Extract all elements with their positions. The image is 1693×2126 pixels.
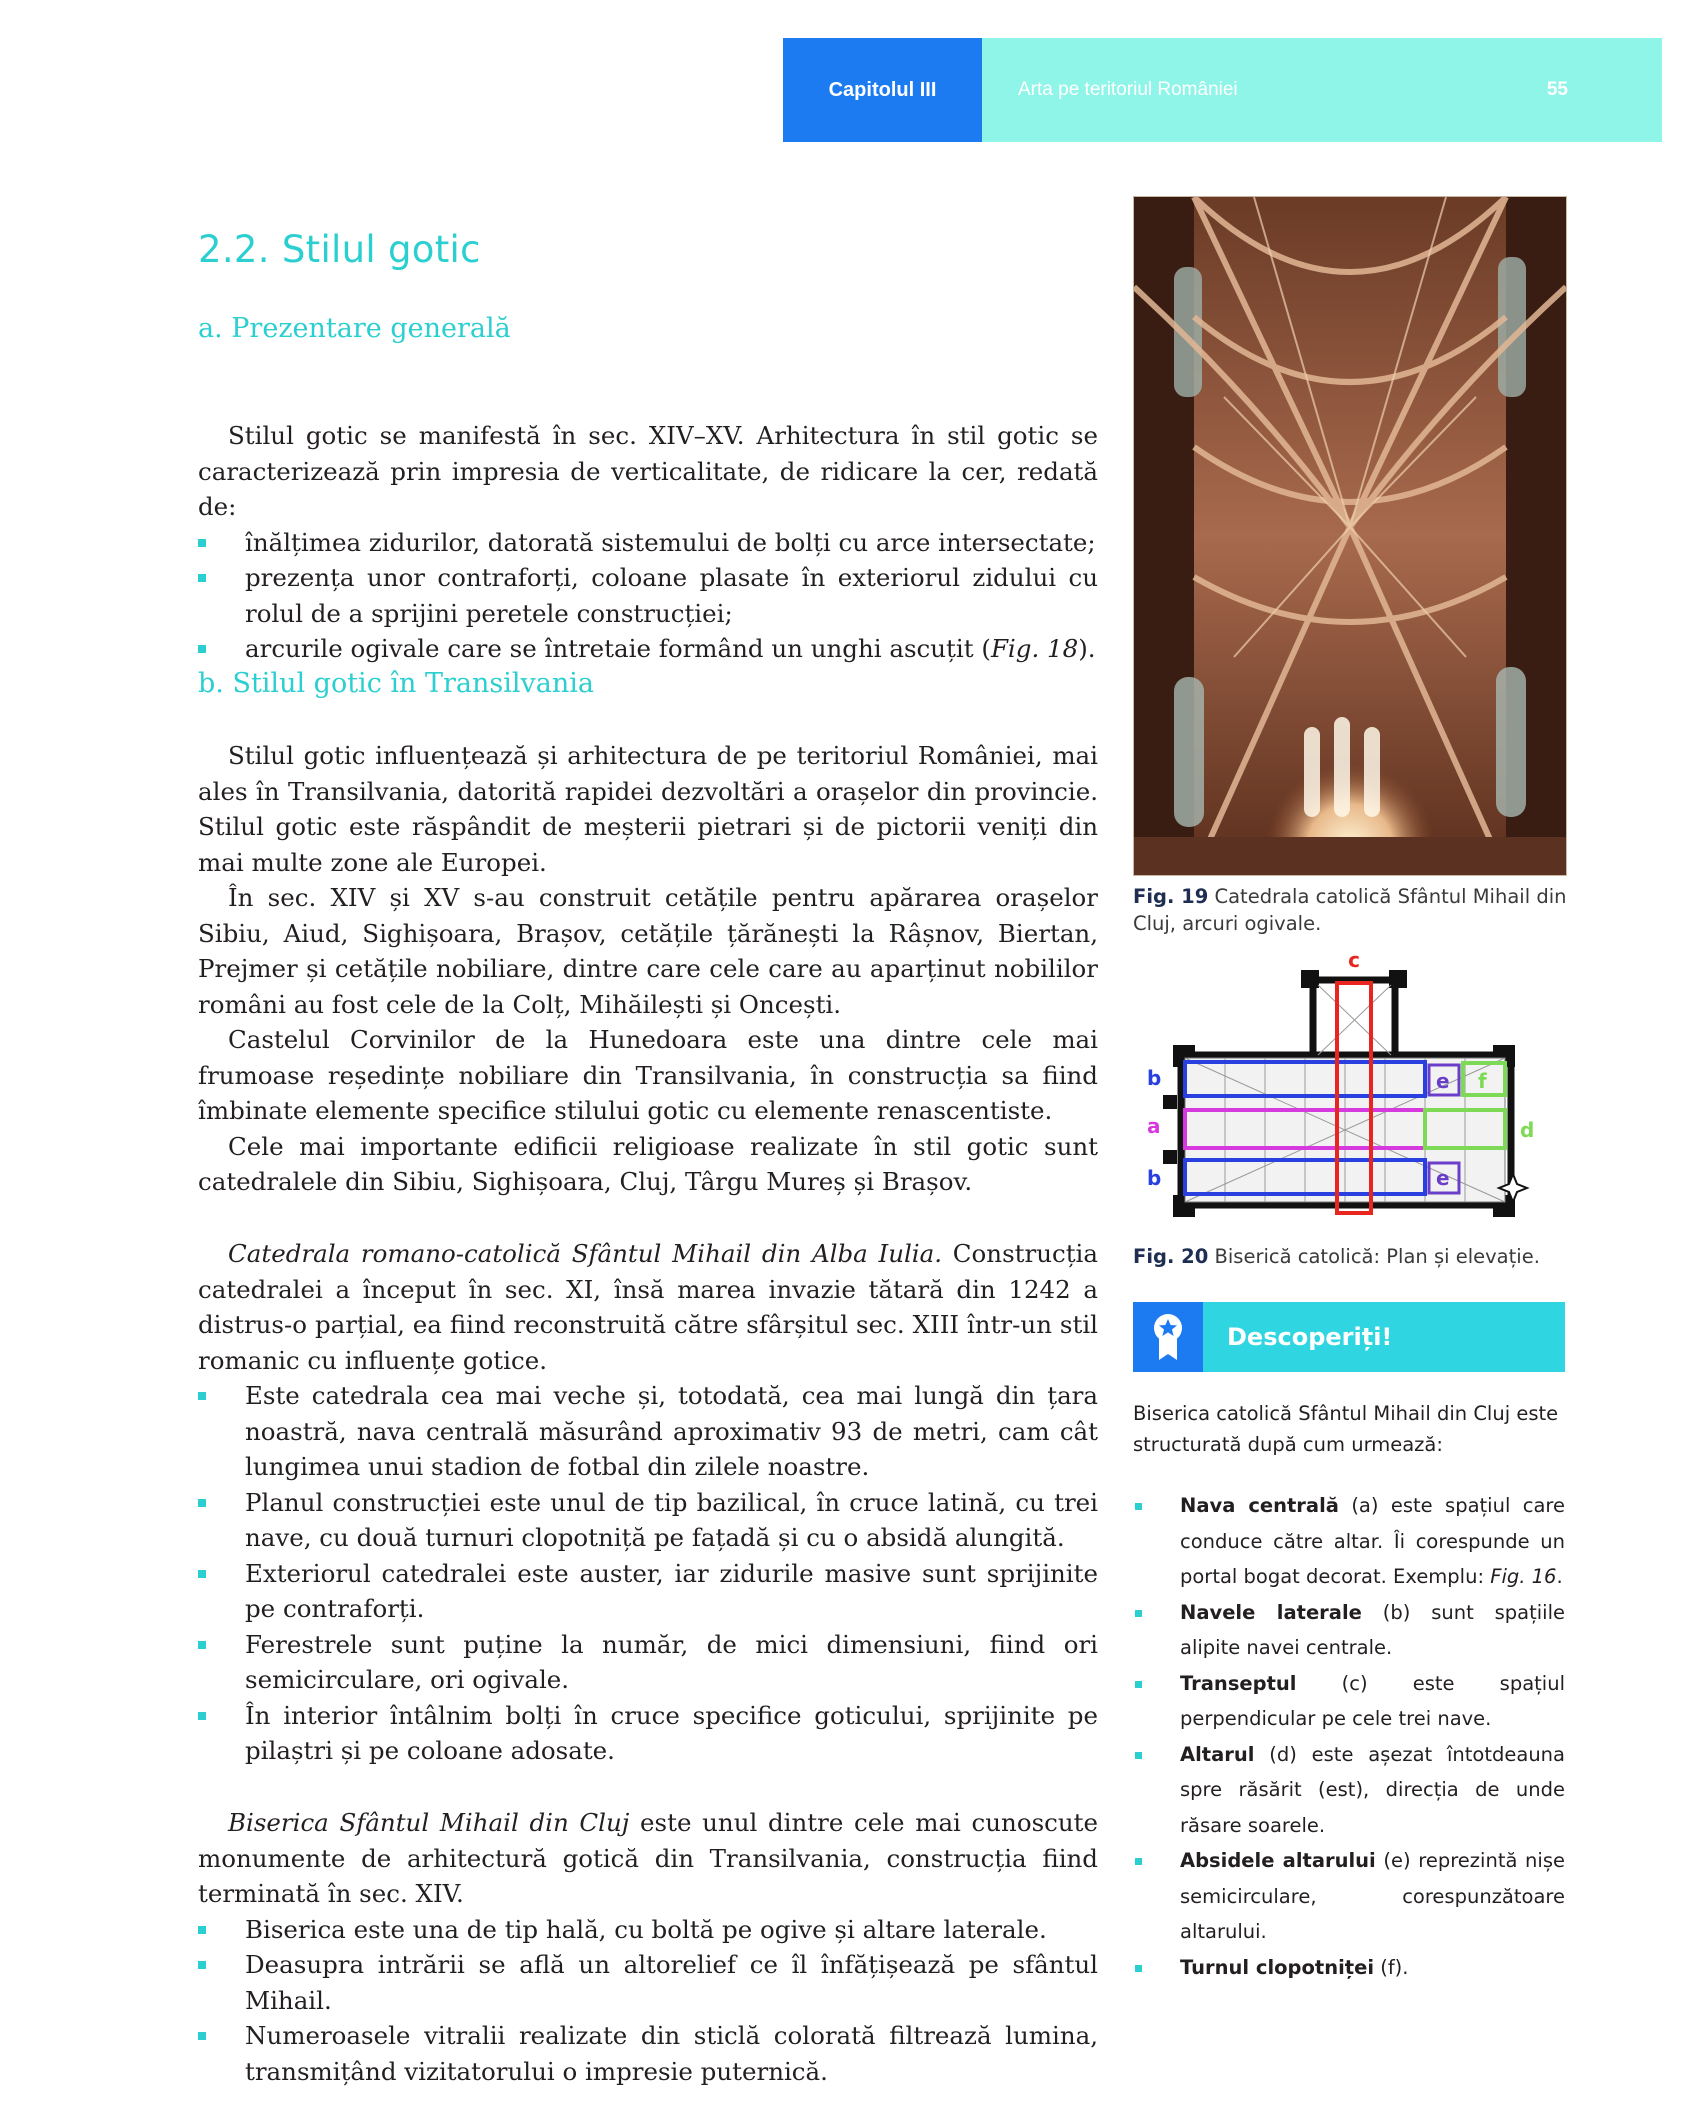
list-item: Transeptul (c) este spațiul perpendicular pe cele trei nave. (1133, 1666, 1565, 1737)
header-band (982, 38, 1662, 142)
plan-label-c: c (1348, 948, 1360, 972)
cathedral-name: Catedrala romano-catolică Sfântul Mihail din Alba Iulia. (228, 1239, 943, 1268)
figure-reference: Fig. 18 (990, 634, 1079, 663)
cathedral-vault-photo (1133, 196, 1567, 876)
figure-reference: Fig. 16 (1490, 1565, 1557, 1588)
subsection-b-body (198, 738, 1098, 1200)
fig19-label: Fig. 19 (1133, 885, 1209, 908)
discover-title: Descoperiți! (1227, 1323, 1393, 1351)
list-item: Nava centrală (a) este spațiul care conduce către altar. Îi corespunde un portal bogat decorat. Exemplu: Fig. 16. (1133, 1488, 1565, 1595)
list-item: Biserica este una de tip hală, cu boltă pe ogive și altare laterale. (198, 1912, 1098, 1948)
list-item: Absidele altarului (e) reprezintă nișe semicirculare, corespunzătoare altarului. (1133, 1843, 1565, 1950)
list-item: Planul construcției este unul de tip bazilical, în cruce latină, cu trei nave, cu două turnuri clopotniță pe fațadă și cu o absidă alungită. (198, 1485, 1098, 1556)
list-item: Altarul (d) este așezat întotdeauna spre răsărit (est), direcția de unde răsare soarele. (1133, 1737, 1565, 1844)
church-name: Biserica Sfântul Mihail din Cluj (228, 1808, 630, 1837)
bullet-list (198, 1912, 1098, 2090)
list-item: prezența unor contraforți, coloane plasate în exteriorul zidului cu rolul de a sprijini peretele construcției; (198, 560, 1098, 631)
list-item: Deasupra intrării se află un altorelief ce îl înfățișează pe sfântul Mihail. (198, 1947, 1098, 2018)
list-item: Ferestrele sunt puține la număr, de mici dimensiuni, fiind ori semicirculare, ori ogivale. (198, 1627, 1098, 1698)
list-item: Este catedrala cea mai veche și, totodată, cea mai lungă din țara noastră, nava centrală măsurând aproximativ 93 de metri, cam cât lungimea unui stadion de fotbal din zilele noastre. (198, 1378, 1098, 1485)
cluj-section (198, 1805, 1098, 2089)
plan-label-e-bottom: e (1436, 1166, 1450, 1190)
paragraph: Catedrala romano-catolică Sfântul Mihail din Alba Iulia. Construcția catedralei a început în sec. XI, însă marea invazie tătară din 1242 a distrus-o parțial, ea fiind reconstruită către sfârșitul sec. XIII într-un stil romanic cu influențe gotice. (198, 1239, 1098, 1375)
list-item: Numeroasele vitralii realizate din sticlă colorată filtrează lumina, transmițând vizitatorului o impresie puternică. (198, 2018, 1098, 2089)
discover-list (1133, 1488, 1565, 1985)
chapter-tab (783, 38, 982, 142)
plan-label-e-top: e (1436, 1069, 1450, 1093)
chapter-label: Capitolul III (828, 78, 937, 101)
alba-iulia-section (198, 1236, 1098, 1769)
plan-label-a: a (1147, 1114, 1161, 1138)
page-number: 55 (1546, 79, 1568, 100)
church-floor-plan (1133, 945, 1573, 1220)
paragraph: Castelul Corvinilor de la Hunedoara este una dintre cele mai frumoase reședințe nobiliare din Transilvania, în construcția sa fiind îmbinate elemente specifice stilului gotic cu elemente renascentiste. (198, 1025, 1098, 1125)
award-badge-icon (1133, 1302, 1203, 1372)
list-item: Exteriorul catedralei este auster, iar zidurile masive sunt sprijinite pe contraforți. (198, 1556, 1098, 1627)
fig19-caption: Fig. 19 Catedrala catolică Sfântul Mihail din Cluj, arcuri ogivale. (1133, 885, 1567, 935)
plan-label-f: f (1478, 1069, 1487, 1093)
list-item: În interior întâlnim bolți în cruce specifice goticului, sprijinite pe pilaștri și pe coloane adosate. (198, 1698, 1098, 1769)
discover-intro: Biserica catolică Sfântul Mihail din Cluj este structurată după cum urmează: (1133, 1402, 1559, 1456)
list-item: Navele laterale (b) sunt spațiile alipite navei centrale. (1133, 1595, 1565, 1666)
paragraph: Stilul gotic influențează și arhitectura de pe teritoriul României, mai ales în Transilvania, datorită rapidei dezvoltări a orașelor din provincie. Stilul gotic este răspândit de meșterii pietrari și de pictorii veniți din mai multe zone ale Europei. (198, 741, 1098, 877)
paragraph: Cele mai importante edificii religioase realizate în stil gotic sunt catedralele din Sibiu, Sighișoara, Cluj, Târgu Mureș și Brașov. (198, 1131, 1098, 1196)
fig20-label: Fig. 20 (1133, 1245, 1209, 1268)
plan-label-d: d (1520, 1118, 1535, 1142)
list-item: înălțimea zidurilor, datorată sistemului de bolți cu arce intersectate; (198, 525, 1098, 561)
discover-banner (1133, 1302, 1565, 1372)
list-item: Turnul clopotniței (f). (1133, 1950, 1565, 1986)
list-item: arcurile ogivale care se întretaie formând un unghi ascuțit (Fig. 18). (198, 631, 1098, 667)
subsection-a-body (198, 418, 1098, 667)
bullet-list (198, 525, 1098, 667)
plan-label-b-top: b (1147, 1066, 1162, 1090)
discover-list-container (1133, 1488, 1565, 1985)
subsection-b-title: b. Stilul gotic în Transilvania (198, 668, 595, 699)
section-title: 2.2. Stilul gotic (198, 228, 481, 271)
paragraph: Stilul gotic se manifestă în sec. XIV–XV. Arhitectura în stil gotic se caracterizează prin impresia de verticalitate, de ridicare la cer, redată de: (198, 421, 1098, 521)
plan-label-b-bottom: b (1147, 1166, 1162, 1190)
header-subject: Arta pe teritoriul României (1018, 79, 1238, 100)
subsection-a-title: a. Prezentare generală (198, 313, 511, 344)
paragraph: Biserica Sfântul Mihail din Cluj este unul dintre cele mai cunoscute monumente de arhitectură gotică din Transilvania, construcția fiind terminată în sec. XIV. (198, 1808, 1098, 1908)
paragraph: În sec. XIV și XV s-au construit cetățile pentru apărarea orașelor Sibiu, Aiud, Sighișoara, Brașov, cetățile țărănești la Râșnov, Biertan, Prejmer și cetățile nobiliare, dintre care cele care au aparținut nobililor români au fost cele de la Colț, Mihăilești și Oncești. (198, 883, 1098, 1019)
fig20-caption: Fig. 20 Biserică catolică: Plan și elevație. (1133, 1245, 1540, 1268)
bullet-list (198, 1378, 1098, 1769)
